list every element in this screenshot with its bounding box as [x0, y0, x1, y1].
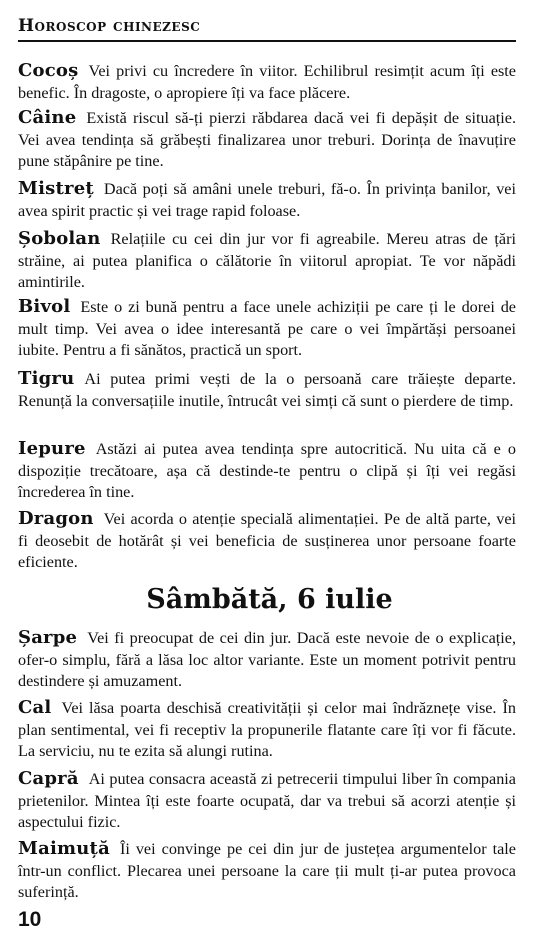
horoscope-entry-tigru [18, 368, 516, 412]
horoscope-entry-caine [18, 107, 516, 173]
sign-text: Vei lăsa poarta deschisă creativității și celor mai îndrăznețe vise. În plan sentimental, vei fi receptiv la propunerile flatante care îți vor fi făcute. La serviciu, nu te ezita să alungi rutina. [18, 699, 516, 760]
horoscope-entry-sarpe [18, 627, 516, 693]
horoscope-entry-iepure [18, 438, 516, 504]
horoscope-entry-capra [18, 768, 516, 834]
sign-text: Vei acorda o atenție specială alimentației. Pe de altă parte, vei fi deosebit de hotărât și vei beneficia de susținerea unor persoane foarte eficiente. [18, 510, 516, 571]
horoscope-entry-mistret [18, 178, 516, 222]
sign-text: Dacă poți să amâni unele treburi, fă-o. În privința banilor, vei avea spirit practic și vei trage rapid foloase. [18, 180, 516, 220]
sign-text: Ai putea consacra această zi petrecerii timpului liber în compania prietenilor. Mintea îți este foarte ocupată, dar va trebui să acorzi atenție și aspectului fizic. [18, 770, 516, 831]
sign-text: Îi vei convinge pe cei din jur de justețea argumentelor tale într-un conflict. Plecarea unei persoane la care ții mult ți-ar putea provoca suferință. [18, 840, 516, 901]
horoscope-entry-cocos [18, 60, 516, 104]
sign-name: Dragon [18, 508, 94, 529]
sign-name: Maimuță [18, 838, 110, 859]
horoscope-entry-cal [18, 697, 516, 763]
header-title: Horoscop chinezesc [18, 16, 201, 36]
sign-name: Mistreț [18, 178, 94, 199]
sign-name: Iepure [18, 438, 86, 459]
day-heading: Sâmbătă, 6 iulie [146, 584, 393, 615]
sign-name: Cocoș [18, 60, 79, 81]
sign-text: Vei privi cu încredere în viitor. Echilibrul resimțit acum îți este benefic. În dragoste, o apropiere îți va face plăcere. [18, 62, 516, 102]
horoscope-entry-maimuta [18, 838, 516, 904]
horoscope-entry-sobolan [18, 228, 516, 294]
page-number: 10 [18, 908, 42, 931]
sign-text: Relațiile cu cei din jur vor fi agreabile. Mereu atras de țări străine, ai putea planifica o călătorie în viitorul apropiat. Te vor năpădi amintirile. [18, 230, 516, 291]
sign-name: Șarpe [18, 627, 78, 648]
sign-name: Bivol [18, 296, 71, 317]
running-header [18, 14, 516, 42]
sign-name: Tigru [18, 368, 75, 389]
sign-text: Există riscul să-ți pierzi răbdarea dacă vei fi depășit de situație. Vei avea tendința să grăbești finalizarea unor treburi. Dorința de înavuțire pune stăpânire pe tine. [18, 109, 516, 170]
horoscope-entry-dragon [18, 508, 516, 574]
sign-name: Câine [18, 107, 77, 128]
horoscope-entry-bivol [18, 296, 516, 362]
sign-text: Vei fi preocupat de cei din jur. Dacă este nevoie de o explicație, ofer-o simplu, fără a lăsa loc altor variante. Este un moment potrivit pentru destindere și amuzament. [18, 629, 516, 690]
sign-text: Este o zi bună pentru a face unele achiziții pe care ți le dorei de mult timp. Vei avea o idee interesantă pe care o vei împărtăși persoanei iubite. Pentru a fi sănătos, practică un sport. [18, 298, 516, 359]
sign-name: Capră [18, 768, 79, 789]
sign-name: Șobolan [18, 228, 101, 249]
sign-name: Cal [18, 697, 52, 718]
sign-text: Astăzi ai putea avea tendința spre autocritică. Nu uita că e o dispoziție trecătoare, așa că destinde-te pentru o clipă și îți vei regăsi încrederea în tine. [18, 440, 516, 501]
sign-text: Ai putea primi vești de la o persoană care trăiește departe. Renunță la conversațiile inutile, întrucât vei simți că sunt o pierdere de timp. [18, 370, 516, 410]
